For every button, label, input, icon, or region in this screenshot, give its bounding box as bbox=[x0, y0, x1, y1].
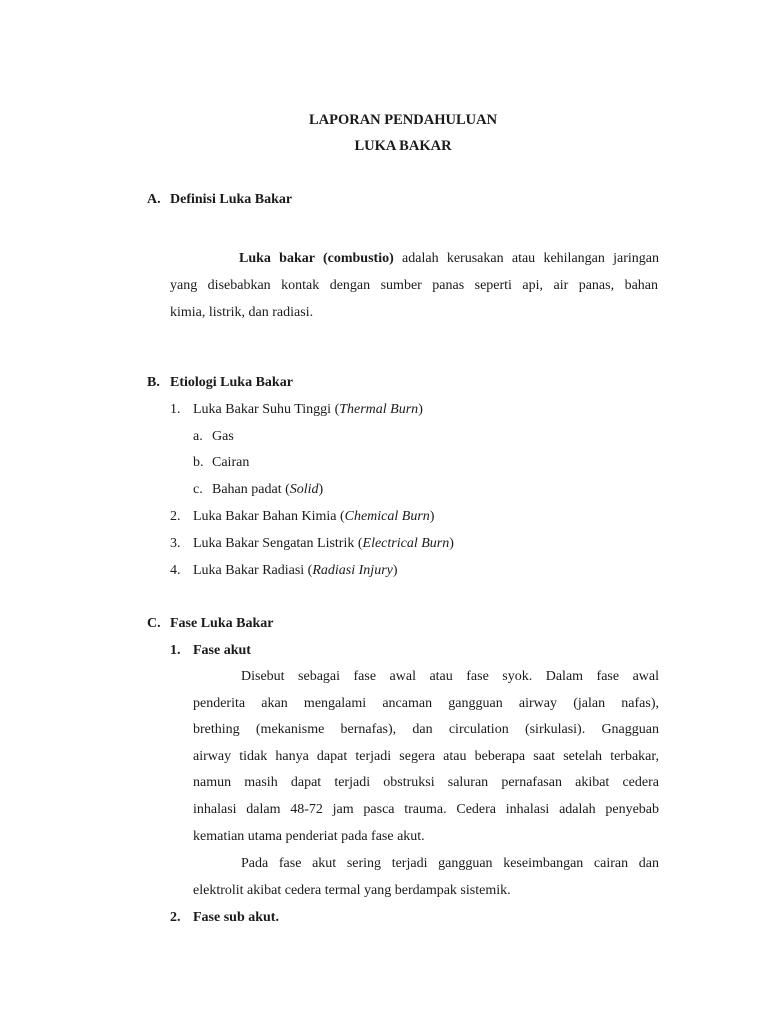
phase-akut-paragraph-line: penderita akan mengalami ancaman gangguan airway (jalan nafas), bbox=[193, 696, 659, 711]
section-b-marker: B. bbox=[147, 375, 160, 390]
phase-sub-akut-title: Fase sub akut. bbox=[193, 910, 279, 925]
section-c-marker: C. bbox=[147, 616, 161, 631]
section-c-heading: Fase Luka Bakar bbox=[170, 616, 274, 631]
phase-akut-paragraph2-line: elektrolit akibat cedera termal yang berdampak sistemik. bbox=[193, 883, 511, 898]
phase-akut-paragraph-line: airway tidak hanya dapat terjadi segera atau beberapa saat setelah terbakar, bbox=[193, 749, 659, 764]
list-item-radiasi-injury: Luka Bakar Radiasi (Radiasi Injury) bbox=[193, 563, 398, 578]
phase-akut-paragraph-line: namun masih dapat terjadi obstruksi saluran pernafasan akibat cedera bbox=[193, 775, 659, 790]
list-item-number: 4. bbox=[170, 563, 181, 578]
document-title: LAPORAN PENDAHULUAN bbox=[308, 112, 498, 128]
term-luka-bakar: Luka bakar (combustio) bbox=[239, 251, 394, 266]
sublist-letter: c. bbox=[193, 482, 203, 497]
sublist-letter: b. bbox=[193, 455, 204, 470]
section-b-heading: Etiologi Luka Bakar bbox=[170, 375, 293, 390]
phase-akut-paragraph-line: inhalasi dalam 48-72 jam pasca trauma. Cedera inhalasi adalah penyebab bbox=[193, 802, 659, 817]
phase-akut-paragraph-line: kematian utama penderiat pada fase akut. bbox=[193, 829, 425, 844]
list-item-thermal-burn: Luka Bakar Suhu Tinggi (Thermal Burn) bbox=[193, 402, 423, 417]
phase-akut-paragraph2-line: Pada fase akut sering terjadi gangguan keseimbangan cairan dan bbox=[241, 856, 659, 871]
sublist-item-cairan: Cairan bbox=[212, 455, 250, 470]
phase-akut-paragraph-line: brething (mekanisme bernafas), dan circulation (sirkulasi). Gnagguan bbox=[193, 722, 659, 737]
document-subtitle: LUKA BAKAR bbox=[354, 138, 452, 154]
list-item-chemical-burn: Luka Bakar Bahan Kimia (Chemical Burn) bbox=[193, 509, 435, 524]
sublist-item-solid: Bahan padat (Solid) bbox=[212, 482, 324, 497]
section-a-paragraph-line: kimia, listrik, dan radiasi. bbox=[170, 305, 314, 320]
section-a-paragraph-line: Luka bakar (combustio) adalah kerusakan atau kehilangan jaringan bbox=[239, 251, 660, 266]
list-item-number: 3. bbox=[170, 536, 181, 551]
section-a-heading: Definisi Luka Bakar bbox=[170, 192, 293, 207]
list-item-number: 2. bbox=[170, 509, 181, 524]
section-a-paragraph-line: yang disebabkan kontak dengan sumber panas seperti api, air panas, bahan bbox=[170, 278, 658, 293]
list-item-electrical-burn: Luka Bakar Sengatan Listrik (Electrical Burn) bbox=[193, 536, 454, 551]
phase-number: 2. bbox=[170, 910, 181, 925]
sublist-letter: a. bbox=[193, 429, 203, 444]
list-item-number: 1. bbox=[170, 402, 181, 417]
phase-akut-title: Fase akut bbox=[193, 643, 251, 658]
phase-number: 1. bbox=[170, 643, 181, 658]
phase-akut-paragraph-line: Disebut sebagai fase awal atau fase syok. Dalam fase awal bbox=[241, 669, 659, 684]
section-a-marker: A. bbox=[147, 192, 161, 207]
sublist-item-gas: Gas bbox=[212, 429, 234, 444]
